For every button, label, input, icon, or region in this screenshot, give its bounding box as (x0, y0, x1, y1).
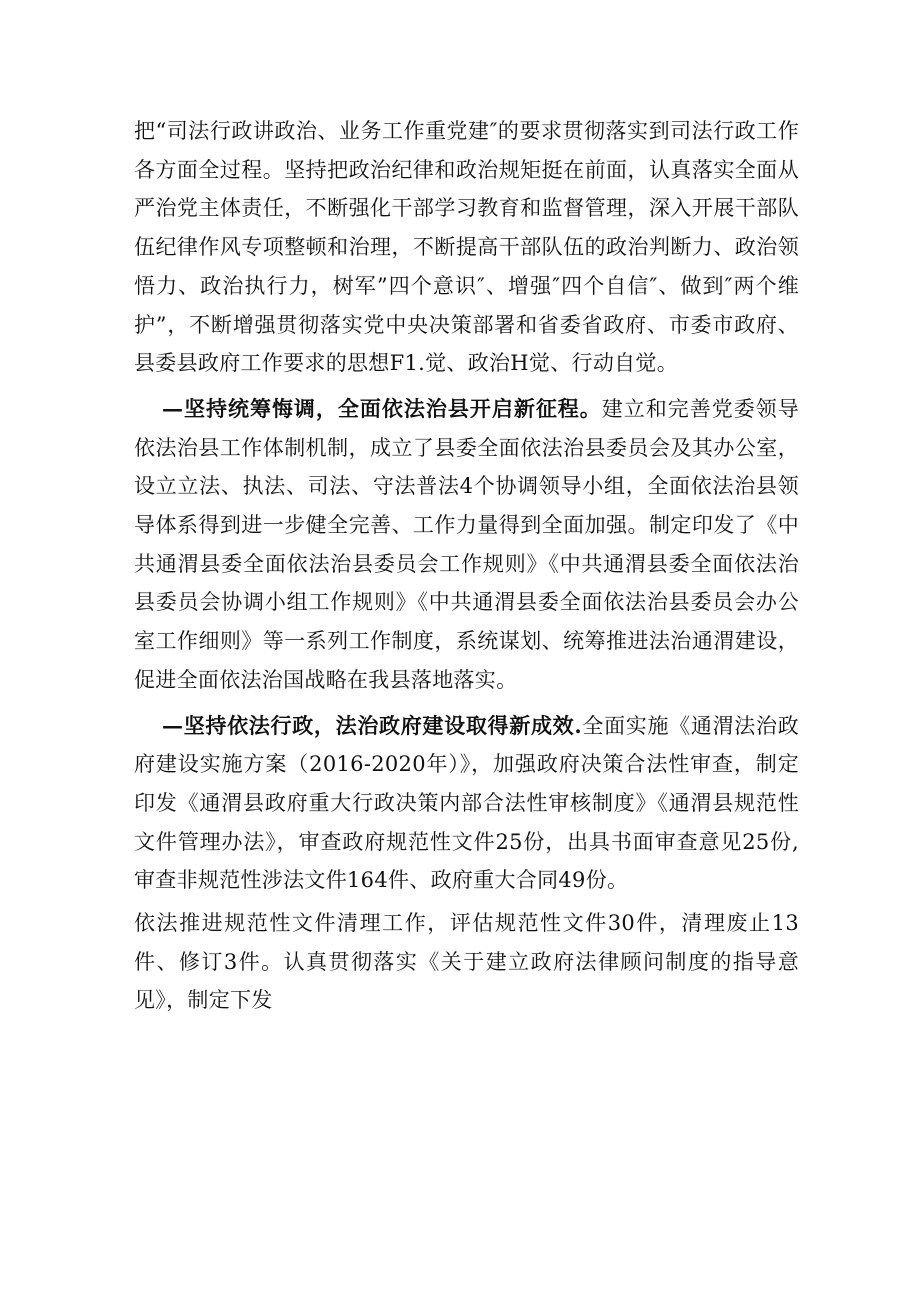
paragraph-body: 把“司法行政讲政治、业务工作重党建″的要求贯彻落实到司法行政工作各方面全过程。坚持把政治纪律和政治规矩挺在前面，认真落实全面从严治党主体责任，不断强化干部学习教育和监督管理，深入开展干部队伍纪律作风专项整顿和治理，不断提高干部队伍的政治判断力、政治领悟力、政治执行力，树军”四个意识″、增强″四个自信″、做到″两个维护”，不断增强贯彻落实党中央决策部署和省委省政府、市委市政府、县委县政府工作要求的思想F1.觉、政治H觉、行动自觉。 (134, 119, 799, 376)
paragraph-body: 全面实施《通渭法治政府建设实施方案（2016-2020年）》，加强政府决策合法性审查，制定印发《通渭县政府重大行政决策内部合法性审核制度》《通渭县规范性文件管理办法》，审查政府规范性文件25份，出具书面审查意见25份,审查非规范性涉法文件164件、政府重大合同49份。 (134, 713, 799, 893)
paragraph-body: 建立和完善党委领导依法治县工作体制机制，成立了县委全面依法治县委员会及其办公室，设立立法、执法、司法、守法普法4个协调领导小组，全面依法治县领导体系得到进一步健全完善、工作力量得到全面加强。制定印发了《中共通渭县委全面依法治县委员会工作规则》《中共通渭县委全面依法治县委员会协调小组工作规则》《中共通渭县委全面依法治县委员会办公室工作细则》等一系列工作制度，系统谋划、统筹推进法治通渭建设，促进全面依法治国战略在我县落地落实。 (134, 396, 800, 692)
paragraph-party-building (134, 112, 799, 383)
paragraph-law-based-government (134, 707, 799, 901)
document-body (134, 112, 799, 1020)
paragraph-lead: —坚持统筹悔调，全面依法治县开启新征程。 (162, 395, 602, 421)
paragraph-rule-of-law-county (134, 390, 799, 700)
paragraph-body: 依法推进规范性文件清理工作，评估规范性文件30件，清理废止13件、修订3件。认真贯彻落实《关于建立政府法律顾问制度的指导意见》，制定下发 (134, 911, 799, 1013)
paragraph-lead: —坚持依法行政，法治政府建设取得新成效. (162, 712, 582, 738)
paragraph-normative-documents (134, 904, 799, 1020)
